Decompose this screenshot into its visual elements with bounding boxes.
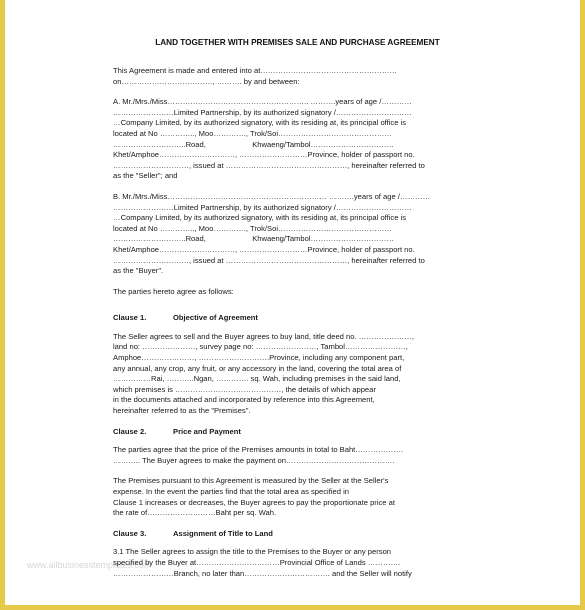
party-a-line: as the "Seller"; and (113, 171, 178, 181)
party-b-paragraph (113, 192, 465, 277)
document-body (113, 66, 465, 589)
clause-1-line: Amphoe…………………, ……………………….Province, including any component part, (113, 353, 405, 363)
clause-1-line: any annual, any crop, any fruit, or any accessory in the land, covering the total area of (113, 363, 402, 373)
clause-1-line: ……………Rai, ………..Ngan, …………. sq. Wah, including premises in the said land, (113, 374, 401, 384)
clause-1-line: The Seller agrees to sell and the Buyer agrees to buy land, title deed no. …………………, (113, 331, 414, 341)
clause-number: Clause 2. (113, 426, 147, 436)
party-a-line: A. Mr./Mrs./Miss……………………………………………….. ……….years of age /………… (113, 97, 412, 107)
clause-1-line: in the documents attached and incorporated by reference into this Agreement, (113, 395, 375, 405)
clause-number: Clause 1. (113, 313, 147, 323)
watermark: www.allbusinesstemplates.com (27, 560, 152, 570)
clause-2-line: the rate of………………………Baht per sq. Wah. (113, 508, 277, 518)
party-a-line: Khet/Amphoe…………………………, ………………………Province, holder of passport no. (113, 150, 415, 160)
party-a-line: …Company Limited, by its authorized signatory, with its residing at, its principal office is (113, 118, 407, 128)
clause-2-paragraph-1 (113, 445, 465, 466)
party-a-paragraph (113, 97, 465, 182)
clause-title: Price and Payment (173, 426, 241, 436)
party-b-line: B. Mr./Mrs./Miss……………………………………………………… ……….years of age /………… (113, 191, 431, 201)
clause-2-heading (113, 427, 465, 438)
clause-title: Assignment of Title to Land (173, 528, 273, 538)
clause-3-line: ……………………Branch, no later than……………………………. and the Seller will notify (113, 568, 412, 578)
clause-2-line: expense. In the event the parties find that the total area as specified in (113, 487, 349, 496)
party-a-line: …………………………, issued at …………………………………………, hereinafter referred to (113, 160, 425, 170)
party-b-line: Khet/Amphoe…………………………, ………………………Province, holder of passport no. (113, 244, 415, 254)
clause-2-paragraph-2 (113, 476, 465, 518)
party-a-line: ……………………Limited Partnership, by its authorized signatory /………………………… (113, 107, 412, 117)
intro-line: on………………………………, ………. by and between: (113, 76, 300, 86)
intro-line: This Agreement is made and entered into at……………………………………………… (113, 66, 398, 75)
party-b-line: …………………………, issued at …………………………………………, hereinafter referred to (113, 255, 425, 265)
clause-2-line: Clause 1 increases or decreases, the Buyer agrees to pay the proportionate price at (113, 497, 395, 507)
clause-3-line: 3.1 The Seller agrees to assign the title to the Premises to the Buyer or any person (113, 547, 392, 557)
party-a-line: ………………………..Road, Khwaeng/Tambol…………………………… (113, 139, 395, 149)
party-a-line: located at No ………….., Moo…………., Trok/Soi……………………………………… (113, 128, 392, 138)
clause-1-heading (113, 313, 465, 324)
clause-1-line: land no: …………………, survey page no: ……………………, Tambol……………………, (113, 342, 408, 352)
clause-1-line: hereinafter referred to as the "Premises". (113, 406, 251, 416)
party-b-line: ………………………..Road, Khwaeng/Tambol…………………………… (113, 234, 395, 244)
clause-2-line: The Premises pursuant to this Agreement is measured by the Seller at the Seller's (113, 476, 389, 486)
party-b-line: …Company Limited, by its authorized signatory, with its residing at, its principal office is (113, 213, 407, 223)
party-b-line: ……………………Limited Partnership, by its authorized signatory /………………………… (113, 202, 412, 212)
clause-3-paragraph (113, 547, 465, 579)
parties-agree-text: The parties hereto agree as follows: (113, 286, 234, 296)
document-title: LAND TOGETHER WITH PREMISES SALE AND PURCHASE AGREEMENT (155, 38, 440, 47)
clause-1-line: which premises is ……………………………………, the details of which appear (113, 384, 376, 394)
clause-title: Objective of Agreement (173, 313, 258, 323)
clause-3-line: specified by the Buyer at……………………………Provincial Office of Lands …………. (113, 557, 401, 567)
clause-number: Clause 3. (113, 528, 147, 538)
party-b-line: as the "Buyer". (113, 266, 164, 276)
clause-2-line: The parties agree that the price of the Premises amounts in total to Baht………………. (113, 445, 403, 455)
party-b-line: located at No ………….., Moo…………., Trok/Soi……………………………………… (113, 223, 392, 233)
clause-2-line: ……….. The Buyer agrees to make the payment on……………………………………. (113, 455, 395, 465)
intro-paragraph (113, 66, 465, 87)
clause-1-paragraph (113, 332, 465, 417)
clause-3-heading (113, 529, 465, 540)
